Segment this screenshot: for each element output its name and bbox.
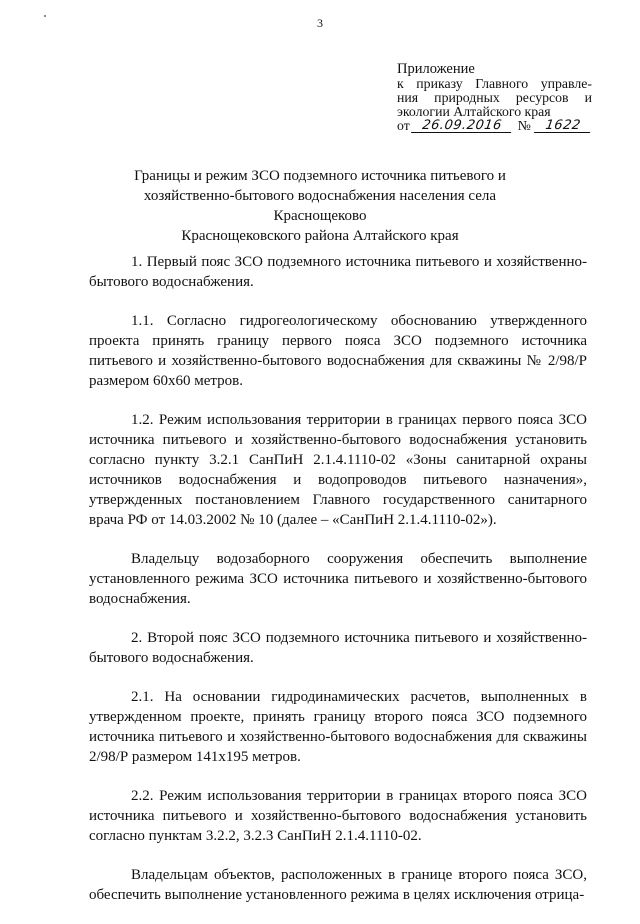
title-line-2: хозяйственно-бытового водоснабжения населения села Краснощеково xyxy=(143,188,497,224)
annex-line-1: к приказу Главного управле- xyxy=(397,76,592,91)
annex-block xyxy=(397,62,592,133)
title-line-1: Границы и режим ЗСО подземного источника питьевого и xyxy=(134,168,506,184)
title-line-3: Краснощековского района Алтайского края xyxy=(181,228,459,244)
document-body xyxy=(89,252,587,924)
annex-title: Приложение xyxy=(397,61,475,77)
paragraph-2: 2. Второй пояс ЗСО подземного источника питьевого и хозяйственно-бытового водоснабжения. xyxy=(89,630,587,666)
handwritten-number: 1622 xyxy=(534,119,592,133)
paragraph-1: 1. Первый пояс ЗСО подземного источника питьевого и хозяйственно-бытового водоснабжения. xyxy=(89,254,587,290)
annex-line-2: ния природных ресурсов и xyxy=(397,90,592,105)
annex-number-prefix: № xyxy=(517,118,531,133)
document-title xyxy=(110,166,530,246)
annex-date-number xyxy=(397,119,592,133)
paragraph-1-1: 1.1. Согласно гидрогеологическому обоснованию утвержденного проекта принять границу первого пояса ЗСО подземного источника питьевого и хозяйственно-бытового водоснабжения для скважины № 2/98/Р размером 60х60 метров. xyxy=(89,313,587,389)
paragraph-owner-1: Владельцу водозаборного сооружения обеспечить выполнение установленного режима ЗСО источника питьевого и хозяйственно-бытового водоснабжения. xyxy=(89,551,587,607)
annex-line-3: экологии Алтайского края xyxy=(397,104,551,119)
paragraph-2-2: 2.2. Режим использования территории в границах второго пояса ЗСО источника питьевого и хозяйственно-бытового водоснабжения установить согласно пунктам 3.2.2, 3.2.3 СанПиН 2.1.4.1110-02. xyxy=(89,788,587,844)
paragraph-owners-2: Владельцам объектов, расположенных в границе второго пояса ЗСО, обеспечить выполнение установленного режима в целях исключения отрица- xyxy=(89,867,587,903)
annex-date-prefix: от xyxy=(397,118,410,133)
paragraph-2-1: 2.1. На основании гидродинамических расчетов, выполненных в утвержденном проекте, принять границу второго пояса ЗСО подземного источника питьевого и хозяйственно-бытового водоснабжения для скважины 2/98/Р размером 141х195 метров. xyxy=(89,689,587,765)
handwritten-date: 26.09.2016 xyxy=(411,119,513,133)
page-number: 3 xyxy=(317,16,323,30)
paragraph-1-2: 1.2. Режим использования территории в границах первого пояса ЗСО источника питьевого и хозяйственно-бытового водоснабжения установить согласно пункту 3.2.1 СанПиН 2.1.4.1110-02 «Зоны санитарной охраны источников водоснабжения и водопроводов питьевого назначения», утвержденных постановлением Главного государственного санитарного врача РФ от 14.03.2002 № 10 (далее – «СанПиН 2.1.4.1110-02»). xyxy=(89,412,587,528)
